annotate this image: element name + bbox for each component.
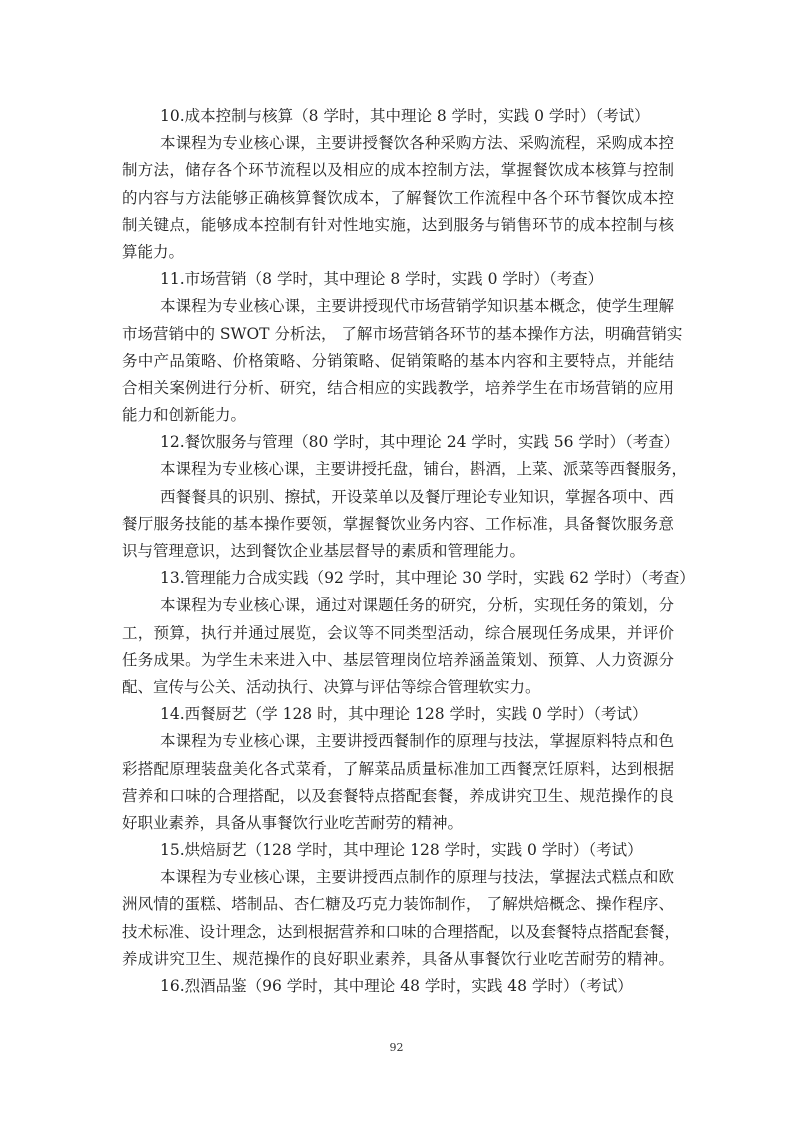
paragraph-line: 本课程为专业核心课，通过对课题任务的研究，分析，实现任务的策划，分 bbox=[160, 596, 674, 615]
page-number: 92 bbox=[389, 1041, 404, 1054]
paragraph-line: 洲风情的蛋糕、塔制品、杏仁糖及巧克力装饰制作， 了解烘焙概念、操作程序、 bbox=[122, 895, 674, 914]
paragraph-line: 西餐餐具的识别、擦拭，开设菜单以及餐厅理论专业知识，掌握各项中、西 bbox=[160, 487, 674, 506]
paragraph-line: 本课程为专业核心课，主要讲授餐饮各种采购方法、采购流程，采购成本控 bbox=[160, 134, 674, 153]
paragraph-line: 本课程为专业核心课，主要讲授现代市场营销学知识基本概念，使学生理解 bbox=[160, 297, 674, 316]
section-heading: 16.烈酒品鉴（96 学时，其中理论 48 学时，实践 48 学时）（考试） bbox=[160, 977, 633, 995]
paragraph-line: 市场营销中的 SWOT 分析法， 了解市场营销各环节的基本操作方法，明确营销实 bbox=[122, 324, 683, 343]
section-heading: 14.西餐厨艺（学 128 时，其中理论 128 学时，实践 0 学时）（考试） bbox=[160, 705, 648, 724]
paragraph-line: 本课程为专业核心课，主要讲授西餐制作的原理与技法，掌握原料特点和色 bbox=[160, 732, 674, 751]
paragraph-line: 任务成果。为学生未来进入中、基层管理岗位培养涵盖策划、预算、人力资源分 bbox=[122, 650, 674, 669]
paragraph-line: 好职业素养，具备从事餐饮行业吃苦耐劳的精神。 bbox=[122, 813, 464, 832]
section-heading: 12.餐饮服务与管理（80 学时，其中理论 24 学时，实践 56 学时）（考查） bbox=[160, 433, 680, 452]
paragraph-line: 配、宣传与公关、活动执行、决算与评估等综合管理软实力。 bbox=[122, 677, 541, 696]
section-heading: 15.烘焙厨艺（128 学时，其中理论 128 学时，实践 0 学时）（考试） bbox=[160, 841, 643, 860]
section-heading: 13.管理能力合成实践（92 学时，其中理论 30 学时，实践 62 学时）（考查） bbox=[160, 569, 695, 588]
paragraph-line: 养成讲究卫生、规范操作的良好职业素养，具备从事餐饮行业吃苦耐劳的精神。 bbox=[122, 949, 674, 968]
paragraph-line: 本课程为专业核心课，主要讲授西点制作的原理与技法，掌握法式糕点和欧 bbox=[160, 868, 674, 887]
paragraph-line: 本课程为专业核心课，主要讲授托盘，铺台，斟酒，上菜、派菜等西餐服务， bbox=[160, 460, 688, 479]
paragraph-line: 务中产品策略、价格策略、分销策略、促销策略的基本内容和主要特点，并能结 bbox=[122, 351, 674, 370]
paragraph-line: 技术标准、设计理念，达到根据营养和口味的合理搭配，以及套餐特点搭配套餐， bbox=[122, 922, 681, 941]
page-content bbox=[122, 103, 695, 1000]
paragraph-line: 工，预算，执行并通过展览，会议等不同类型活动，综合展现任务成果，并评价 bbox=[122, 623, 674, 642]
paragraph-line: 能力和创新能力。 bbox=[122, 406, 247, 425]
section-heading: 11.市场营销（8 学时，其中理论 8 学时，实践 0 学时）（考查） bbox=[160, 270, 604, 289]
paragraph-line: 制关键点，能够成本控制有针对性地实施，达到服务与销售环节的成本控制与核 bbox=[122, 215, 674, 234]
paragraph-line: 制方法，储存各个环节流程以及相应的成本控制方法，掌握餐饮成本核算与控制 bbox=[122, 161, 674, 180]
paragraph-line: 营养和口味的合理搭配，以及套餐特点搭配套餐，养成讲究卫生、规范操作的良 bbox=[122, 786, 674, 805]
paragraph-line: 的内容与方法能够正确核算餐饮成本，了解餐饮工作流程中各个环节餐饮成本控 bbox=[122, 188, 674, 207]
paragraph-line: 彩搭配原理装盘美化各式菜肴，了解菜品质量标准加工西餐烹饪原料，达到根据 bbox=[122, 759, 674, 778]
paragraph-line: 合相关案例进行分析、研究，结合相应的实践教学，培养学生在市场营销的应用 bbox=[122, 378, 674, 397]
paragraph-line: 算能力。 bbox=[122, 242, 185, 261]
paragraph-line: 识与管理意识，达到餐饮企业基层督导的素质和管理能力。 bbox=[122, 542, 526, 560]
paragraph-line: 餐厅服务技能的基本操作要领，掌握餐饮业务内容、工作标准，具备餐饮服务意 bbox=[122, 514, 674, 533]
section-heading: 10.成本控制与核算（8 学时，其中理论 8 学时，实践 0 学时）（考试） bbox=[160, 107, 650, 125]
